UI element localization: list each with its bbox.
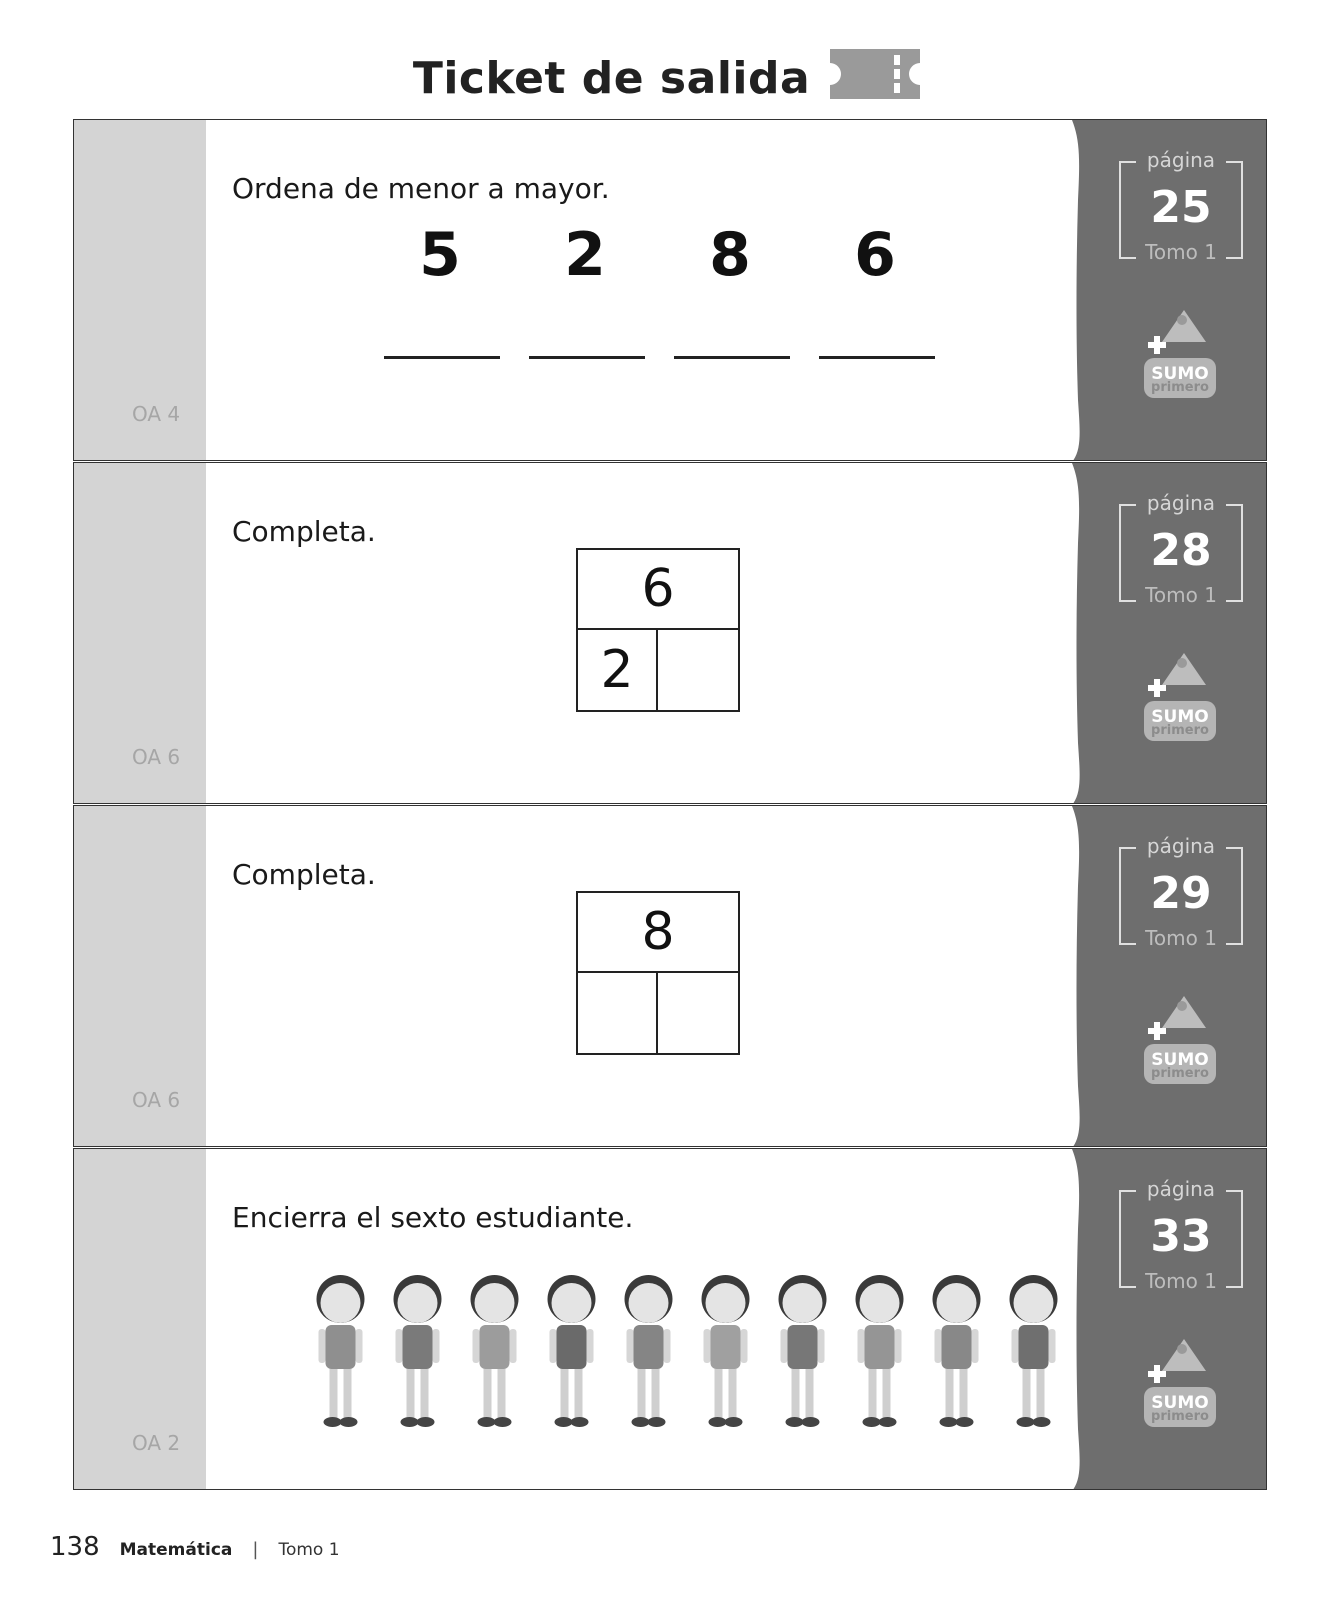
bond-part-right-input[interactable] [658,630,738,710]
page-title: Ticket de salida [412,52,811,104]
exercise-card-3 [73,805,1267,1147]
bond-part-left: 2 [578,630,658,710]
page-number: 25 [1150,182,1212,233]
volume-label: Tomo 1 [1145,926,1217,950]
number-item: 2 [564,220,606,290]
answer-blank[interactable] [674,356,790,359]
learning-objective-label: OA 2 [132,1431,181,1455]
learning-objective-label: OA 6 [132,745,181,769]
logo-text-primero: primero [1151,723,1209,738]
page-reference [1118,148,1244,264]
logo-text-primero: primero [1151,380,1209,395]
page-label: página [1146,491,1216,515]
page-label: página [1146,834,1216,858]
header [0,46,1339,110]
instruction-text: Encierra el sexto estudiante. [232,1201,634,1234]
footer-separator: | [252,1539,259,1560]
page-reference [1118,1177,1244,1293]
volume-label: Tomo 1 [1145,1269,1217,1293]
student-figure[interactable] [933,1275,981,1427]
number-item: 5 [419,220,461,290]
logo-text-sumo: SUMO [1151,1050,1209,1070]
sumo-primero-logo [1142,653,1222,749]
bond-whole: 6 [578,550,738,630]
students-illustration [302,1273,1072,1433]
instruction-text: Completa. [232,515,376,548]
answer-blank[interactable] [529,356,645,359]
bond-whole: 8 [578,893,738,973]
footer-subject: Matemática [119,1540,233,1560]
exercise-card-1 [73,119,1267,461]
student-figure[interactable] [1010,1275,1058,1427]
page-reference [1118,834,1244,950]
logo-text-sumo: SUMO [1151,707,1209,727]
sumo-primero-logo [1142,1339,1222,1435]
sumo-primero-logo [1142,310,1222,406]
student-figure[interactable] [548,1275,596,1427]
number-bond [576,891,740,1055]
ticket-icon [824,49,926,99]
number-item: 6 [854,220,896,290]
answer-blank[interactable] [819,356,935,359]
learning-objective-label: OA 6 [132,1088,181,1112]
student-figure[interactable] [625,1275,673,1427]
number-item: 8 [709,220,751,290]
volume-label: Tomo 1 [1145,240,1217,264]
student-figure[interactable] [702,1275,750,1427]
learning-objective-label: OA 4 [132,402,181,426]
footer-volume: Tomo 1 [278,1540,340,1560]
logo-text-sumo: SUMO [1151,364,1209,384]
card-curve [1072,120,1116,461]
page-footer [50,1532,340,1562]
logo-text-primero: primero [1151,1409,1209,1424]
student-figure[interactable] [471,1275,519,1427]
bond-part-right-input[interactable] [658,973,738,1053]
page-number: 29 [1150,868,1212,919]
volume-label: Tomo 1 [1145,583,1217,607]
sumo-primero-logo [1142,996,1222,1092]
page-number: 28 [1150,525,1212,576]
student-figure[interactable] [317,1275,365,1427]
exercise-card-2 [73,462,1267,804]
student-figure[interactable] [394,1275,442,1427]
instruction-text: Completa. [232,858,376,891]
card-curve [1072,806,1116,1147]
number-bond [576,548,740,712]
footer-page-number: 138 [50,1532,100,1562]
student-figure[interactable] [856,1275,904,1427]
logo-text-primero: primero [1151,1066,1209,1081]
page-reference [1118,491,1244,607]
logo-text-sumo: SUMO [1151,1393,1209,1413]
page-label: página [1146,1177,1216,1201]
page-number: 33 [1150,1211,1212,1262]
answer-blank[interactable] [384,356,500,359]
instruction-text: Ordena de menor a mayor. [232,172,610,205]
student-figure[interactable] [779,1275,827,1427]
card-curve [1072,1149,1116,1490]
page-label: página [1146,148,1216,172]
bond-part-left-input[interactable] [578,973,658,1053]
exercise-card-4 [73,1148,1267,1490]
card-curve [1072,463,1116,804]
